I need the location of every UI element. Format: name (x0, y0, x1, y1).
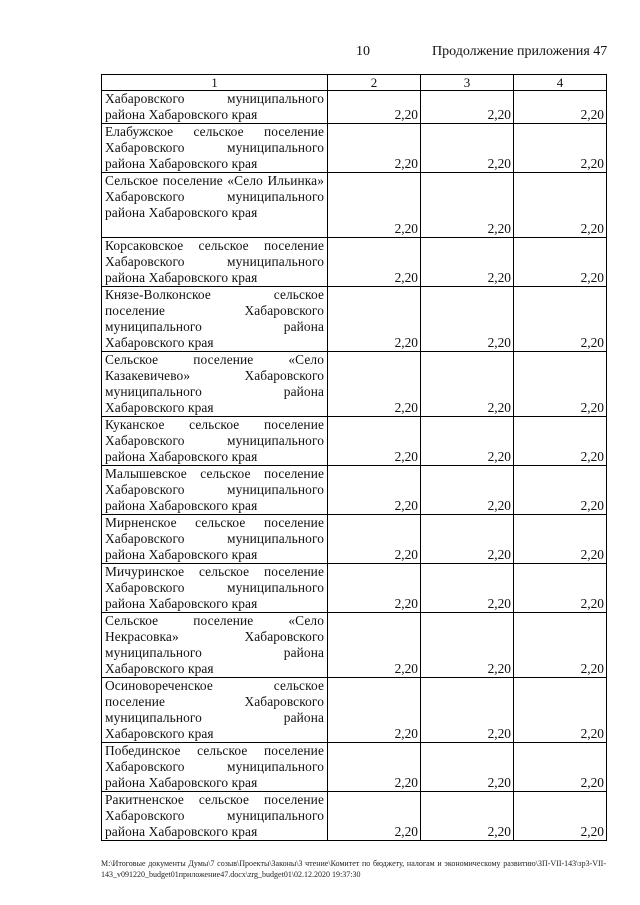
value-col3: 2,20 (421, 466, 514, 515)
value-col4: 2,20 (514, 792, 607, 841)
value-col4: 2,20 (514, 678, 607, 743)
column-header: 4 (514, 75, 607, 91)
value-col3: 2,20 (421, 173, 514, 238)
value-col2: 2,20 (328, 515, 421, 564)
table-row (102, 515, 607, 564)
value-col2: 2,20 (328, 352, 421, 417)
table-row (102, 564, 607, 613)
table-row (102, 91, 607, 124)
table-row (102, 792, 607, 841)
value-col4: 2,20 (514, 287, 607, 352)
table-row (102, 124, 607, 173)
value-col3: 2,20 (421, 515, 514, 564)
value-col4: 2,20 (514, 743, 607, 792)
value-col3: 2,20 (421, 417, 514, 466)
value-col4: 2,20 (514, 238, 607, 287)
settlement-name: Побединское сельское поселение Хабаровского муниципального района Хабаровского края (102, 743, 328, 792)
value-col3: 2,20 (421, 613, 514, 678)
value-col3: 2,20 (421, 287, 514, 352)
value-col3: 2,20 (421, 792, 514, 841)
value-col4: 2,20 (514, 466, 607, 515)
value-col3: 2,20 (421, 238, 514, 287)
settlement-name: Князе-Волконское сельское поселение Хабаровского муниципального района Хабаровского края (102, 287, 328, 352)
value-col2: 2,20 (328, 417, 421, 466)
table-row (102, 417, 607, 466)
value-col3: 2,20 (421, 564, 514, 613)
value-col2: 2,20 (328, 613, 421, 678)
value-col3: 2,20 (421, 91, 514, 124)
table-row (102, 238, 607, 287)
table-row (102, 466, 607, 515)
budget-table (101, 74, 607, 841)
settlement-name: Сельское поселение «Село Некрасовка» Хабаровского муниципального района Хабаровского края (102, 613, 328, 678)
value-col3: 2,20 (421, 124, 514, 173)
table-row (102, 743, 607, 792)
value-col4: 2,20 (514, 417, 607, 466)
page-number: 10 (356, 44, 370, 59)
value-col2: 2,20 (328, 91, 421, 124)
table-row (102, 287, 607, 352)
settlement-name: Корсаковское сельское поселение Хабаровского муниципального района Хабаровского края (102, 238, 328, 287)
value-col2: 2,20 (328, 238, 421, 287)
settlement-name: Хабаровского муниципального района Хабаровского края (102, 91, 328, 124)
value-col2: 2,20 (328, 173, 421, 238)
value-col2: 2,20 (328, 287, 421, 352)
column-header: 1 (102, 75, 328, 91)
settlement-name: Мичуринское сельское поселение Хабаровского муниципального района Хабаровского края (102, 564, 328, 613)
value-col2: 2,20 (328, 564, 421, 613)
value-col4: 2,20 (514, 91, 607, 124)
value-col2: 2,20 (328, 466, 421, 515)
document-file-path-footer: М:\Итоговые документы Думы\7 созыв\Проекты\Законы\3 чтение\Комитет по бюджету, налогам и экономическому развитию\ЗП-VII-143\зр3-VII-143_v091220_budget01приложение47.docx\zrg_budget01\02.12.2020 19:37:30 (101, 859, 606, 879)
settlement-name: Куканское сельское поселение Хабаровского муниципального района Хабаровского края (102, 417, 328, 466)
value-col4: 2,20 (514, 124, 607, 173)
value-col2: 2,20 (328, 678, 421, 743)
settlement-name: Малышевское сельское поселение Хабаровского муниципального района Хабаровского края (102, 466, 328, 515)
value-col2: 2,20 (328, 792, 421, 841)
value-col4: 2,20 (514, 173, 607, 238)
value-col2: 2,20 (328, 743, 421, 792)
table-header-row (102, 75, 607, 91)
table-row (102, 678, 607, 743)
settlement-name: Мирненское сельское поселение Хабаровского муниципального района Хабаровского края (102, 515, 328, 564)
appendix-continuation-label: Продолжение приложения 47 (432, 44, 608, 59)
value-col4: 2,20 (514, 352, 607, 417)
settlement-name: Сельское поселение «Село Казакевичево» Хабаровского муниципального района Хабаровского края (102, 352, 328, 417)
settlement-name: Ракитненское сельское поселение Хабаровского муниципального района Хабаровского края (102, 792, 328, 841)
value-col3: 2,20 (421, 352, 514, 417)
settlement-name: Сельское поселение «Село Ильинка» Хабаровского муниципального района Хабаровского края (102, 173, 328, 238)
column-header: 2 (328, 75, 421, 91)
value-col3: 2,20 (421, 678, 514, 743)
table-row (102, 613, 607, 678)
table-row (102, 173, 607, 238)
settlement-name: Осиновореченское сельское поселение Хабаровского муниципального района Хабаровского края (102, 678, 328, 743)
value-col3: 2,20 (421, 743, 514, 792)
value-col2: 2,20 (328, 124, 421, 173)
value-col4: 2,20 (514, 613, 607, 678)
table-row (102, 352, 607, 417)
value-col4: 2,20 (514, 515, 607, 564)
value-col4: 2,20 (514, 564, 607, 613)
column-header: 3 (421, 75, 514, 91)
settlement-name: Елабужское сельское поселение Хабаровского муниципального района Хабаровского края (102, 124, 328, 173)
